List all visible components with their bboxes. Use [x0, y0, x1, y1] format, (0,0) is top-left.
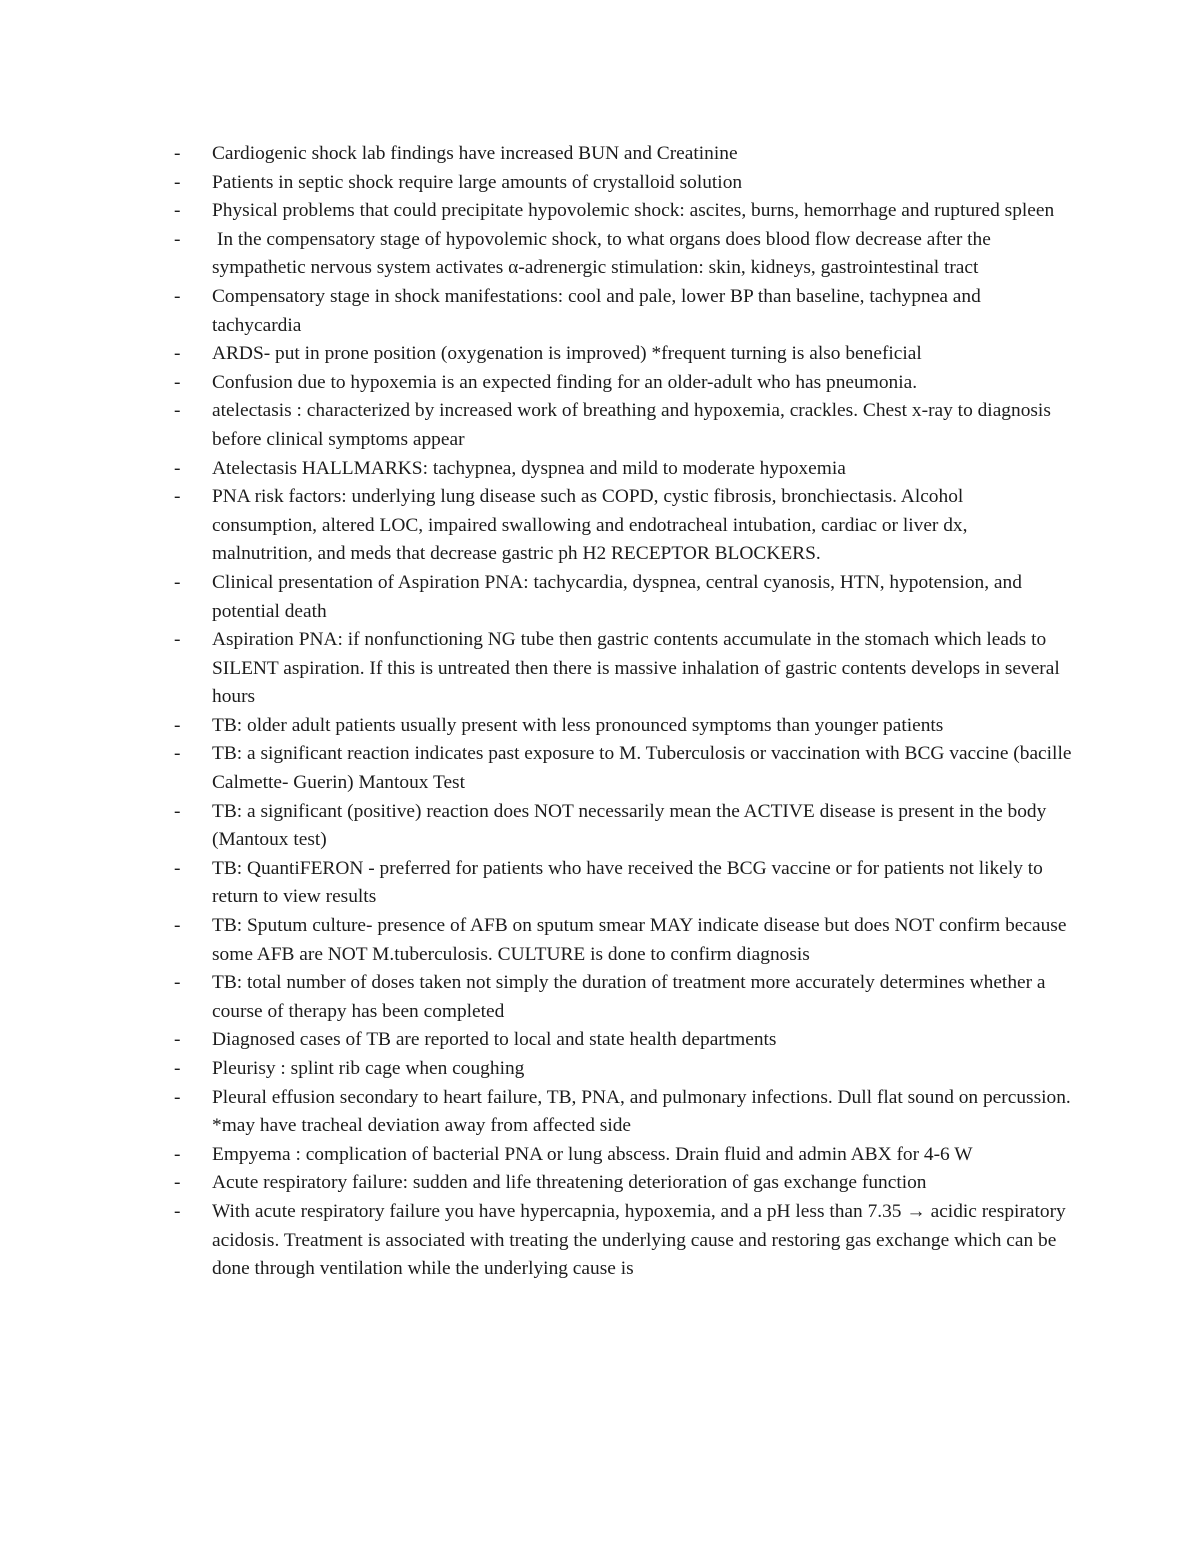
list-item	[172, 140, 1072, 169]
bullet-dash: -	[174, 1200, 181, 1222]
list-item	[172, 455, 1072, 484]
bullet-dash: -	[174, 800, 181, 822]
list-item	[172, 855, 1072, 912]
list-item-text: Confusion due to hypoxemia is an expected finding for an older-adult who has pneumonia.	[212, 371, 918, 393]
list-item	[172, 397, 1072, 454]
list-item-text: TB: a significant reaction indicates past exposure to M. Tuberculosis or vaccination with BCG vaccine (bacille Calmette- Guerin) Mantoux Test	[212, 743, 1072, 794]
list-item-text: TB: a significant (positive) reaction does NOT necessarily mean the ACTIVE disease is present in the body (Mantoux test)	[212, 800, 1047, 851]
bullet-dash: -	[174, 143, 181, 164]
bullet-dash: -	[174, 171, 181, 193]
bullet-dash: -	[174, 200, 181, 222]
bullet-dash: -	[174, 629, 181, 651]
list-item-text: Patients in septic shock require large amounts of crystalloid solution	[212, 171, 743, 193]
list-item-text: Clinical presentation of Aspiration PNA: tachycardia, dyspnea, central cyanosis, HTN, hypotension, and potential death	[212, 571, 1022, 622]
bullet-dash: -	[174, 371, 181, 393]
list-item	[172, 912, 1072, 969]
bullet-dash: -	[174, 1029, 181, 1051]
list-item-text: ARDS- put in prone position (oxygenation is improved) *frequent turning is also beneficial	[212, 343, 922, 365]
list-item	[172, 626, 1072, 712]
bullet-dash: -	[174, 857, 181, 879]
list-item	[172, 969, 1072, 1026]
list-item	[172, 283, 1072, 340]
bullet-dash: -	[174, 343, 181, 365]
bullet-dash: -	[174, 457, 181, 479]
list-item-text: Empyema : complication of bacterial PNA or lung abscess. Drain fluid and admin ABX for 4-6 W	[212, 1143, 973, 1165]
bullet-dash: -	[174, 400, 181, 422]
notes-list	[172, 140, 1072, 1284]
bullet-dash: -	[174, 486, 181, 508]
list-item	[172, 483, 1072, 569]
list-item	[172, 569, 1072, 626]
list-item	[172, 340, 1072, 369]
list-item	[172, 1141, 1072, 1170]
list-item	[172, 226, 1072, 283]
bullet-dash: -	[174, 285, 181, 307]
list-item-text: Cardiogenic shock lab findings have increased BUN and Creatinine	[212, 143, 738, 164]
list-item-text: Acute respiratory failure: sudden and life threatening deterioration of gas exchange function	[212, 1172, 927, 1194]
list-item-text: TB: total number of doses taken not simply the duration of treatment more accurately determines whether a course of therapy has been completed	[212, 972, 1046, 1022]
bullet-dash: -	[174, 228, 181, 250]
list-item-text: Diagnosed cases of TB are reported to local and state health departments	[212, 1029, 777, 1051]
bullet-dash: -	[174, 915, 181, 937]
list-item	[172, 197, 1072, 226]
list-item	[172, 369, 1072, 398]
bullet-dash: -	[174, 743, 181, 765]
list-item	[172, 1055, 1072, 1084]
list-item	[172, 798, 1072, 855]
bullet-dash: -	[174, 1143, 181, 1165]
list-item-text: Atelectasis HALLMARKS: tachypnea, dyspnea and mild to moderate hypoxemia	[212, 457, 846, 479]
list-item-text: In the compensatory stage of hypovolemic shock, to what organs does blood flow decrease after the sympathetic nervous system activates α-adrenergic stimulation: skin, kidneys, gastrointestinal tract	[212, 228, 996, 279]
list-item	[172, 740, 1072, 797]
list-item	[172, 712, 1072, 741]
list-item	[172, 1084, 1072, 1141]
list-item-text: Physical problems that could precipitate hypovolemic shock: ascites, burns, hemorrhage and ruptured spleen	[212, 200, 1055, 222]
list-item	[172, 1026, 1072, 1055]
bullet-dash: -	[174, 972, 181, 994]
bullet-dash: -	[174, 1172, 181, 1194]
list-item	[172, 169, 1072, 198]
list-item-text: PNA risk factors: underlying lung disease such as COPD, cystic fibrosis, bronchiectasis. Alcohol consumption, altered LOC, impaired swallowing and endotracheal intubation, cardiac or liver dx, malnutrition, and meds that decrease gastric ph H2 RECEPTOR BLOCKERS.	[212, 486, 968, 565]
list-item-text: Pleurisy : splint rib cage when coughing	[212, 1058, 525, 1079]
bullet-dash: -	[174, 1058, 181, 1079]
list-item	[172, 1169, 1072, 1198]
list-item-text: atelectasis : characterized by increased work of breathing and hypoxemia, crackles. Chest x-ray to diagnosis before clinical symptoms appear	[212, 400, 1051, 450]
list-item-text: TB: QuantiFERON - preferred for patients who have received the BCG vaccine or for patients not likely to return to view results	[212, 857, 1043, 908]
list-item-text: Compensatory stage in shock manifestations: cool and pale, lower BP than baseline, tachypnea and tachycardia	[212, 285, 981, 336]
bullet-dash: -	[174, 571, 181, 593]
list-item-text: Pleural effusion secondary to heart failure, TB, PNA, and pulmonary infections. Dull flat sound on percussion. *may have tracheal deviation away from affected side	[212, 1086, 1071, 1137]
list-item-text: Aspiration PNA: if nonfunctioning NG tube then gastric contents accumulate in the stomach which leads to SILENT aspiration. If this is untreated then there is massive inhalation of gastric contents develops in several hours	[212, 629, 1060, 708]
list-item	[172, 1198, 1072, 1284]
bullet-dash: -	[174, 1086, 181, 1108]
list-item-text: With acute respiratory failure you have hypercapnia, hypoxemia, and a pH less than 7.35 → acidic respiratory acidosis. Treatment is associated with treating the underlying cause and restoring gas exchange which can be done through ventilation while the underlying cause is	[212, 1200, 1066, 1280]
list-item-text: TB: Sputum culture- presence of AFB on sputum smear MAY indicate disease but does NOT confirm because some AFB are NOT M.tuberculosis. CULTURE is done to confirm diagnosis	[212, 915, 1067, 965]
bullet-dash: -	[174, 714, 181, 736]
list-item-text: TB: older adult patients usually present with less pronounced symptoms than younger patients	[212, 714, 944, 736]
